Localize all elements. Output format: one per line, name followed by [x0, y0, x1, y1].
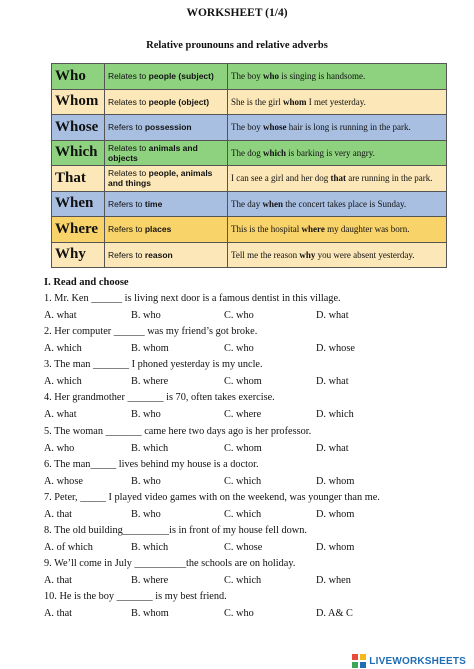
example-text: This is the hospital — [231, 224, 302, 234]
table-row — [52, 191, 447, 217]
answer-options — [44, 443, 444, 456]
answer-option[interactable]: B. whom — [131, 608, 169, 619]
description-text: Relates to — [108, 96, 149, 107]
relative-description — [105, 89, 228, 115]
description-text: Refers to — [108, 224, 145, 235]
relative-description — [105, 166, 228, 192]
answer-option[interactable]: C. who — [224, 310, 254, 321]
relative-word: When — [52, 191, 105, 217]
question-text: 2. Her computer ______ was my friend’s got broke. — [44, 326, 258, 337]
answer-option[interactable]: C. which — [224, 476, 262, 487]
answer-option[interactable]: A. whose — [44, 476, 83, 487]
table-row — [52, 140, 447, 166]
example-keyword: that — [330, 173, 346, 183]
answer-option[interactable]: A. which — [44, 343, 82, 354]
answer-option[interactable]: B. where — [131, 575, 169, 586]
brand-name: LIVEWORKSHEETS — [369, 655, 466, 667]
description-text: Refers to — [108, 122, 145, 133]
answer-option[interactable]: A. what — [44, 310, 77, 321]
answer-option[interactable]: A. who — [44, 443, 75, 454]
answer-option[interactable]: C. whose — [224, 542, 263, 553]
example-sentence — [228, 191, 447, 217]
answer-option[interactable]: B. who — [131, 310, 161, 321]
answer-option[interactable]: D. A& C — [316, 608, 353, 619]
example-keyword: why — [299, 249, 316, 260]
example-sentence — [228, 166, 447, 192]
example-text: The boy — [231, 122, 263, 132]
answer-option[interactable]: A. of which — [44, 542, 93, 553]
example-text: The boy — [231, 71, 263, 81]
answer-options — [44, 376, 444, 389]
worksheet-title: WORKSHEET (1/4) — [186, 7, 288, 19]
description-keyword: reason — [144, 249, 173, 260]
table-row — [52, 166, 447, 192]
relative-description — [105, 191, 228, 217]
relative-description — [105, 115, 228, 141]
example-text: are running in the park. — [345, 173, 433, 183]
example-sentence — [228, 89, 447, 115]
description-keyword: time — [144, 198, 163, 209]
example-keyword: whom — [283, 96, 307, 107]
answer-option[interactable]: D. what — [316, 443, 349, 454]
example-sentence — [228, 140, 447, 166]
example-sentence — [228, 64, 447, 90]
example-text: is barking is very angry. — [286, 147, 375, 158]
relative-word: Which — [52, 140, 105, 166]
worksheet-subtitle: Relative prounouns and relative adverbs — [146, 40, 328, 51]
answer-option[interactable]: B. which — [131, 443, 169, 454]
question-text: 10. He is the boy _______ is my best friend. — [44, 591, 227, 602]
answer-option[interactable]: C. who — [224, 343, 254, 354]
answer-options — [44, 343, 444, 356]
answer-option[interactable]: A. which — [44, 376, 82, 387]
answer-options — [44, 509, 444, 522]
example-text: is singing is handsome. — [279, 71, 366, 81]
answer-options — [44, 310, 444, 323]
description-keyword: animals and objects — [108, 142, 198, 163]
description-keyword: people (subject) — [148, 71, 214, 82]
answer-option[interactable]: D. which — [316, 409, 354, 420]
table-row — [52, 217, 447, 243]
answer-option[interactable]: D. when — [316, 575, 351, 586]
answer-option[interactable]: D. whose — [316, 343, 355, 354]
table-row — [52, 115, 447, 141]
relative-word: Whom — [52, 89, 105, 115]
example-text: She is the girl — [231, 96, 283, 107]
description-keyword: possession — [144, 122, 192, 133]
relative-word: Why — [52, 242, 105, 268]
answer-option[interactable]: B. where — [131, 376, 169, 387]
answer-option[interactable]: C. where — [224, 409, 262, 420]
description-text: Refers to — [108, 198, 145, 209]
relative-description — [105, 217, 228, 243]
answer-option[interactable]: A. that — [44, 575, 73, 586]
answer-option[interactable]: B. who — [131, 509, 161, 520]
answer-option[interactable]: B. who — [131, 476, 161, 487]
question-text: 1. Mr. Ken ______ is living next door is a famous dentist in this village. — [44, 293, 341, 304]
answer-option[interactable]: C. who — [224, 608, 254, 619]
answer-options — [44, 409, 444, 422]
example-text: I can see a girl and her dog — [231, 173, 331, 183]
answer-option[interactable]: A. that — [44, 608, 73, 619]
answer-option[interactable]: D. what — [316, 376, 349, 387]
relative-word: That — [52, 166, 105, 192]
relative-pronouns-table — [51, 63, 447, 268]
answer-option[interactable]: C. whom — [224, 376, 262, 387]
answer-option[interactable]: C. which — [224, 509, 262, 520]
description-keyword: places — [144, 224, 172, 235]
question-text: 8. The old building_________is in front of my house fell down. — [44, 525, 307, 536]
table-row — [52, 242, 447, 268]
table-row — [52, 64, 447, 90]
question-text: 3. The man _______ I phoned yesterday is my uncle. — [44, 359, 263, 370]
example-keyword: where — [301, 224, 325, 234]
answer-options — [44, 575, 444, 588]
question-text: 5. The woman _______ came here two days ago is her professor. — [44, 426, 312, 437]
answer-option[interactable]: C. which — [224, 575, 262, 586]
example-sentence — [228, 242, 447, 268]
relative-description — [105, 64, 228, 90]
relative-description — [105, 140, 228, 166]
example-keyword: who — [263, 71, 280, 81]
example-keyword: when — [262, 198, 284, 209]
liveworksheets-logo-icon — [352, 654, 366, 668]
answer-options — [44, 608, 444, 621]
question-text: 7. Peter, _____ I played video games with on the weekend, was younger than me. — [44, 492, 380, 503]
example-text: hair is long is running in the park. — [286, 122, 411, 132]
answer-option[interactable]: B. which — [131, 542, 169, 553]
example-text: I met yesterday. — [306, 96, 366, 107]
answer-option[interactable]: B. who — [131, 409, 161, 420]
description-keyword: people, animals and things — [108, 168, 213, 189]
question-text: 9. We’ll come in July __________the schools are on holiday. — [44, 558, 296, 569]
example-text: the concert takes place is Sunday. — [283, 198, 407, 209]
example-text: The dog — [231, 147, 263, 158]
relative-word: Whose — [52, 115, 105, 141]
answer-option[interactable]: C. whom — [224, 443, 262, 454]
section-heading: I. Read and choose — [44, 277, 129, 288]
example-text: Tell me the reason — [231, 249, 300, 260]
answer-option[interactable]: D. what — [316, 310, 349, 321]
description-text: Relates to — [108, 142, 149, 153]
example-sentence — [228, 115, 447, 141]
answer-option[interactable]: D. whom — [316, 509, 355, 520]
answer-option[interactable]: A. what — [44, 409, 77, 420]
question-text: 6. The man_____ lives behind my house is a doctor. — [44, 459, 259, 470]
answer-options — [44, 476, 444, 489]
question-text: 4. Her grandmother _______ is 70, often takes exercise. — [44, 392, 275, 403]
description-keyword: people (object) — [148, 96, 210, 107]
example-text: The day — [231, 198, 263, 209]
table-row — [52, 89, 447, 115]
relative-word: Where — [52, 217, 105, 243]
example-keyword: whose — [263, 122, 287, 132]
relative-description — [105, 242, 228, 268]
description-text: Relates to — [108, 168, 149, 179]
example-text: you were absent yesterday. — [315, 249, 415, 260]
answer-option[interactable]: B. whom — [131, 343, 169, 354]
description-text: Relates to — [108, 71, 149, 82]
description-text: Refers to — [108, 249, 145, 260]
example-keyword: which — [263, 147, 287, 158]
example-sentence — [228, 217, 447, 243]
answer-option[interactable]: A. that — [44, 509, 73, 520]
relative-word: Who — [52, 64, 105, 90]
footer-brand — [352, 654, 466, 668]
example-text: my daughter was born. — [324, 224, 410, 234]
answer-option[interactable]: D. whom — [316, 476, 355, 487]
answer-options — [44, 542, 444, 555]
answer-option[interactable]: D. whom — [316, 542, 355, 553]
